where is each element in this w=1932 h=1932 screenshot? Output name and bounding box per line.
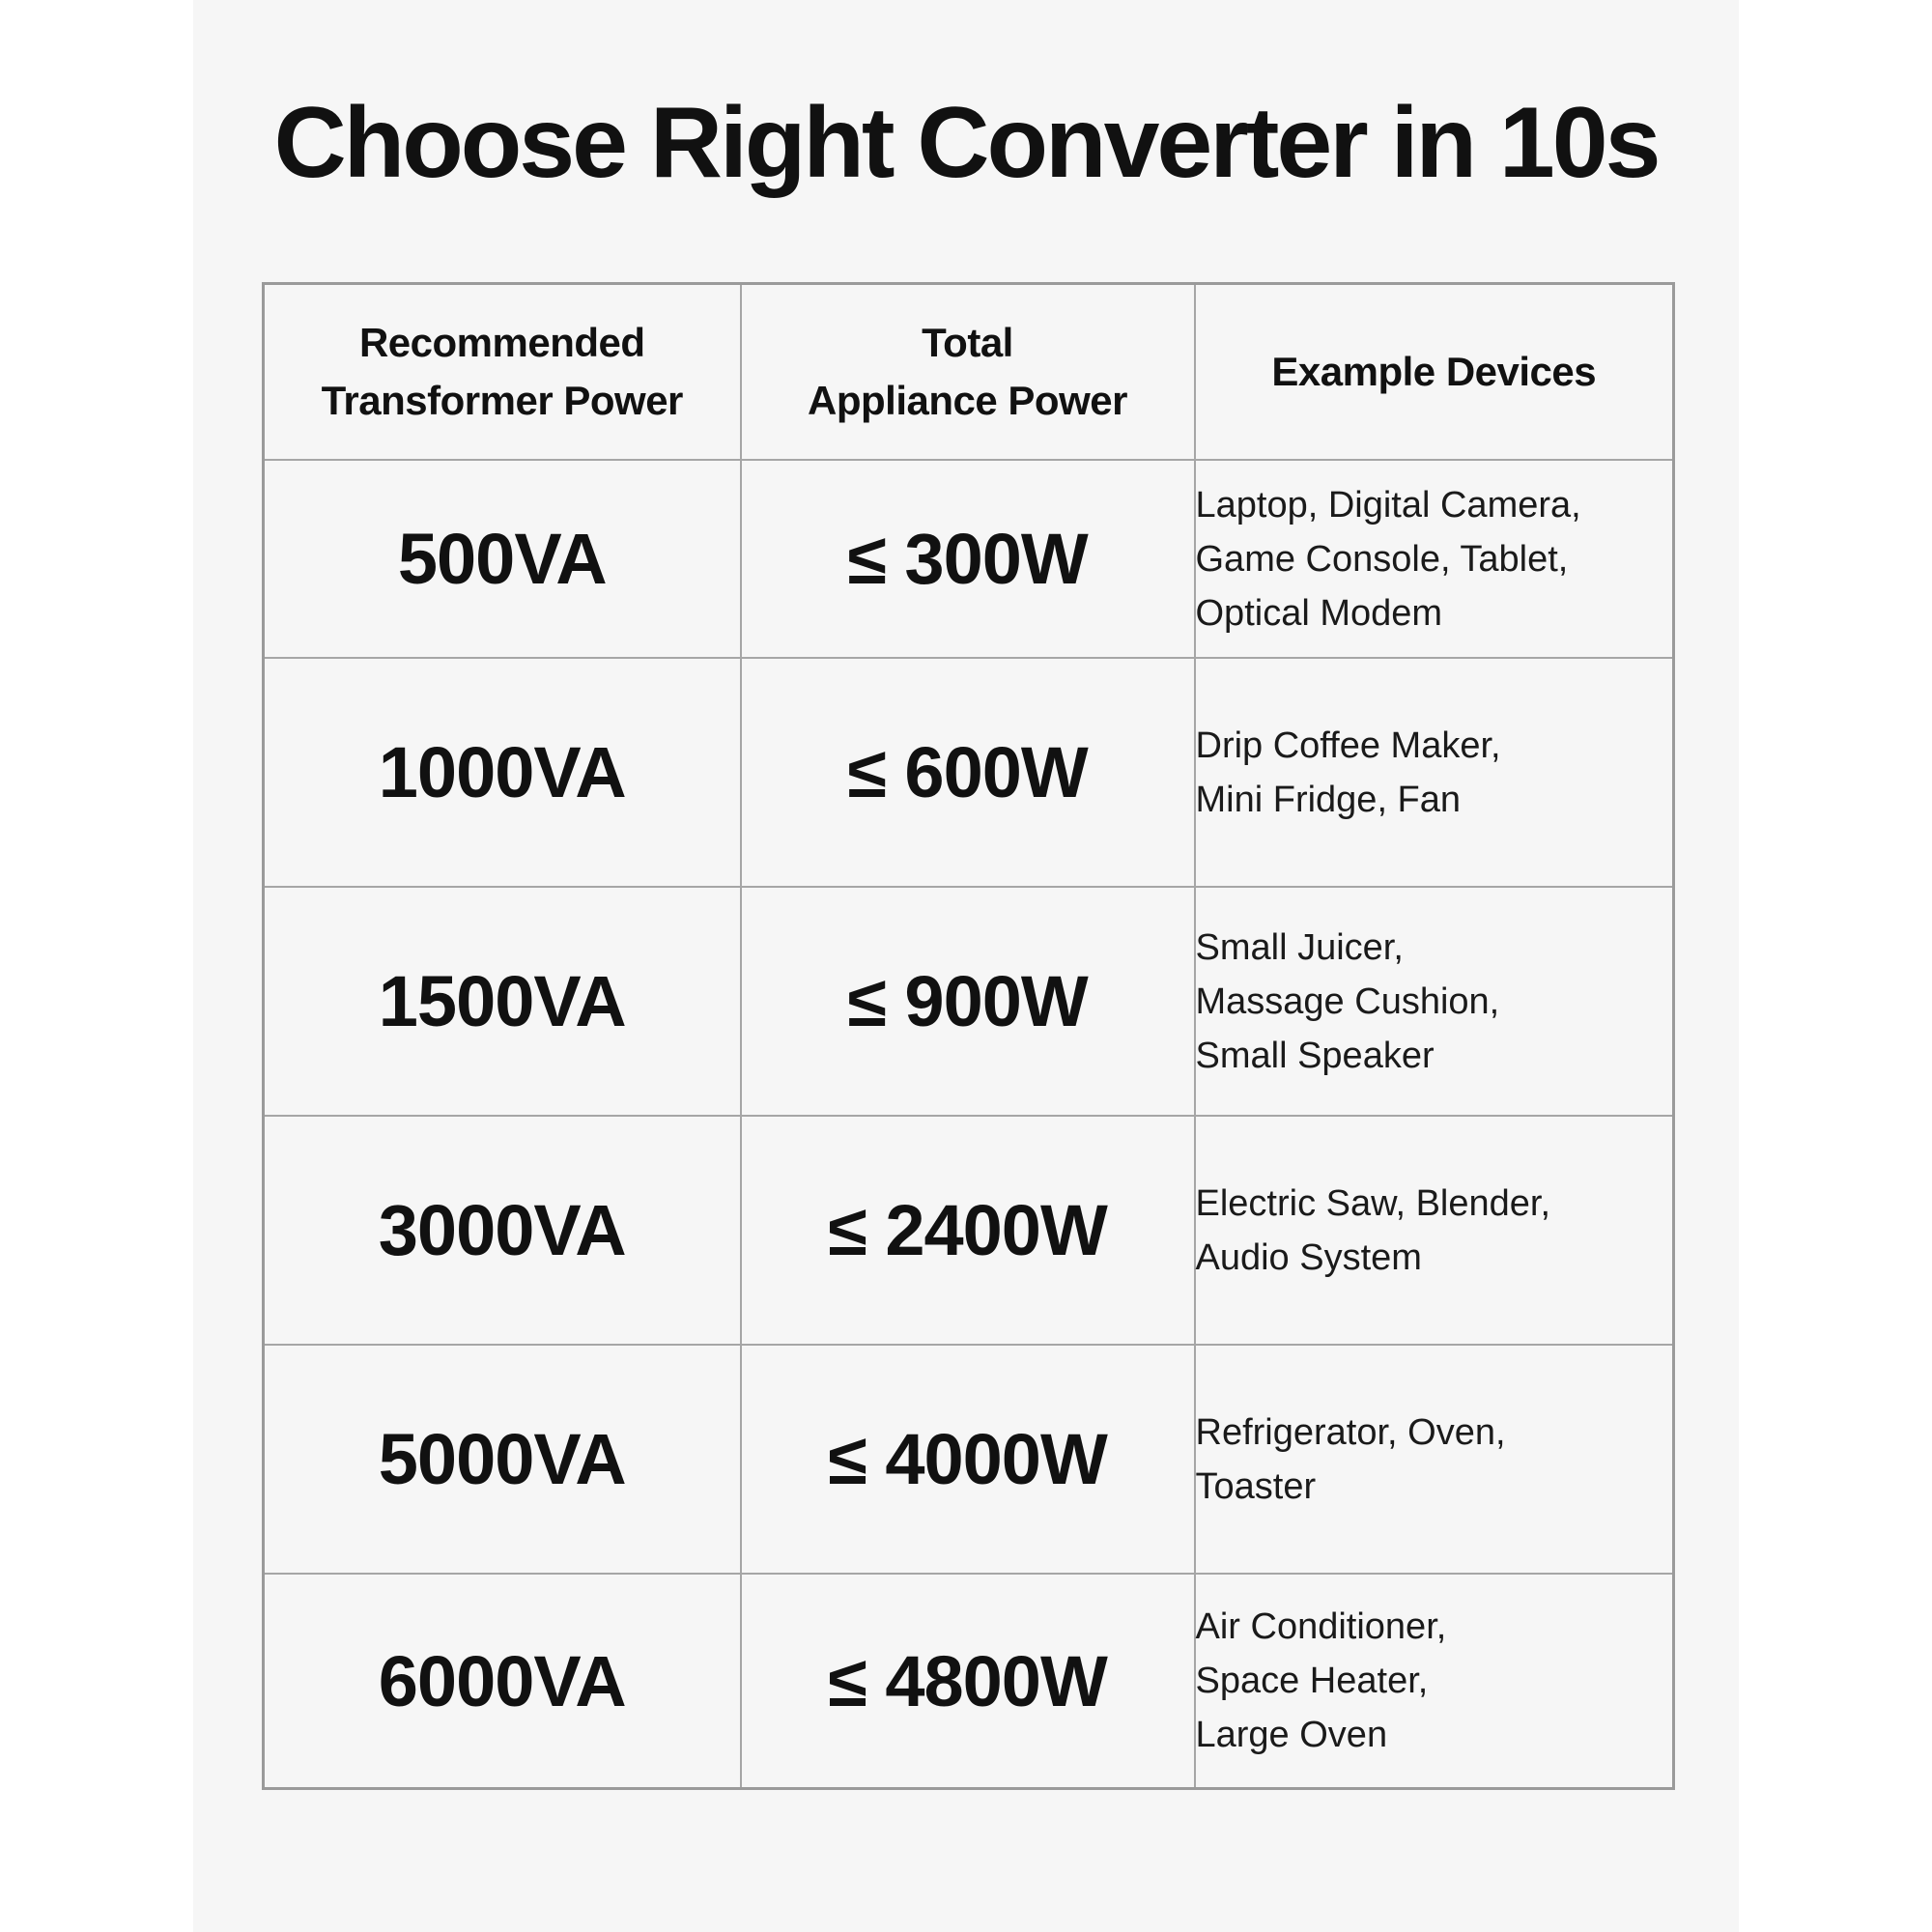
example-devices-cell	[1195, 1116, 1674, 1345]
appliance-power-cell: ≤ 4800W	[741, 1574, 1195, 1789]
table-row	[264, 460, 1674, 658]
converter-table	[262, 282, 1675, 1790]
header-transformer-line-2: Transformer Power	[321, 378, 683, 423]
device-line: Refrigerator, Oven,	[1195, 1411, 1506, 1453]
infographic-panel	[193, 0, 1739, 1932]
example-devices-cell	[1195, 1345, 1674, 1574]
example-devices-cell	[1195, 658, 1674, 887]
appliance-power-cell: ≤ 4000W	[741, 1345, 1195, 1574]
header-row	[264, 284, 1674, 461]
table-row	[264, 1574, 1674, 1789]
device-line: Small Speaker	[1195, 1035, 1435, 1076]
table-row	[264, 658, 1674, 887]
device-line: Game Console, Tablet,	[1195, 538, 1569, 580]
device-line: Massage Cushion,	[1195, 980, 1500, 1022]
device-line: Toaster	[1195, 1465, 1317, 1507]
example-devices-cell	[1195, 1574, 1674, 1789]
appliance-power-cell: ≤ 2400W	[741, 1116, 1195, 1345]
table-row	[264, 1345, 1674, 1574]
header-appliance-line-2: Appliance Power	[808, 378, 1127, 423]
transformer-power-cell: 5000VA	[264, 1345, 741, 1574]
example-devices-cell	[1195, 887, 1674, 1116]
device-line: Electric Saw, Blender,	[1195, 1182, 1551, 1224]
table-row	[264, 887, 1674, 1116]
transformer-power-cell: 1000VA	[264, 658, 741, 887]
device-line: Small Juicer,	[1195, 926, 1404, 968]
appliance-power-cell: ≤ 900W	[741, 887, 1195, 1116]
device-line: Mini Fridge, Fan	[1195, 779, 1462, 820]
device-line: Audio System	[1195, 1236, 1422, 1278]
header-transformer-line-1: Recommended	[358, 320, 645, 365]
transformer-power-cell: 500VA	[264, 460, 741, 658]
page-title: Choose Right Converter in 10s	[273, 87, 1659, 199]
example-devices-cell	[1195, 460, 1674, 658]
header-transformer-power	[264, 284, 741, 461]
device-line: Drip Coffee Maker,	[1195, 724, 1501, 766]
device-line: Laptop, Digital Camera,	[1195, 484, 1581, 526]
header-appliance-line-1: Total	[922, 320, 1013, 365]
device-line: Space Heater,	[1195, 1661, 1429, 1701]
device-line: Optical Modem	[1195, 592, 1443, 634]
table-row	[264, 1116, 1674, 1345]
transformer-power-cell: 1500VA	[264, 887, 741, 1116]
header-appliance-power	[741, 284, 1195, 461]
transformer-power-cell: 6000VA	[264, 1574, 741, 1789]
device-line: Large Oven	[1195, 1715, 1388, 1755]
appliance-power-cell: ≤ 300W	[741, 460, 1195, 658]
transformer-power-cell: 3000VA	[264, 1116, 741, 1345]
device-line: Air Conditioner,	[1195, 1606, 1447, 1647]
appliance-power-cell: ≤ 600W	[741, 658, 1195, 887]
header-example-devices: Example Devices	[1195, 284, 1674, 461]
